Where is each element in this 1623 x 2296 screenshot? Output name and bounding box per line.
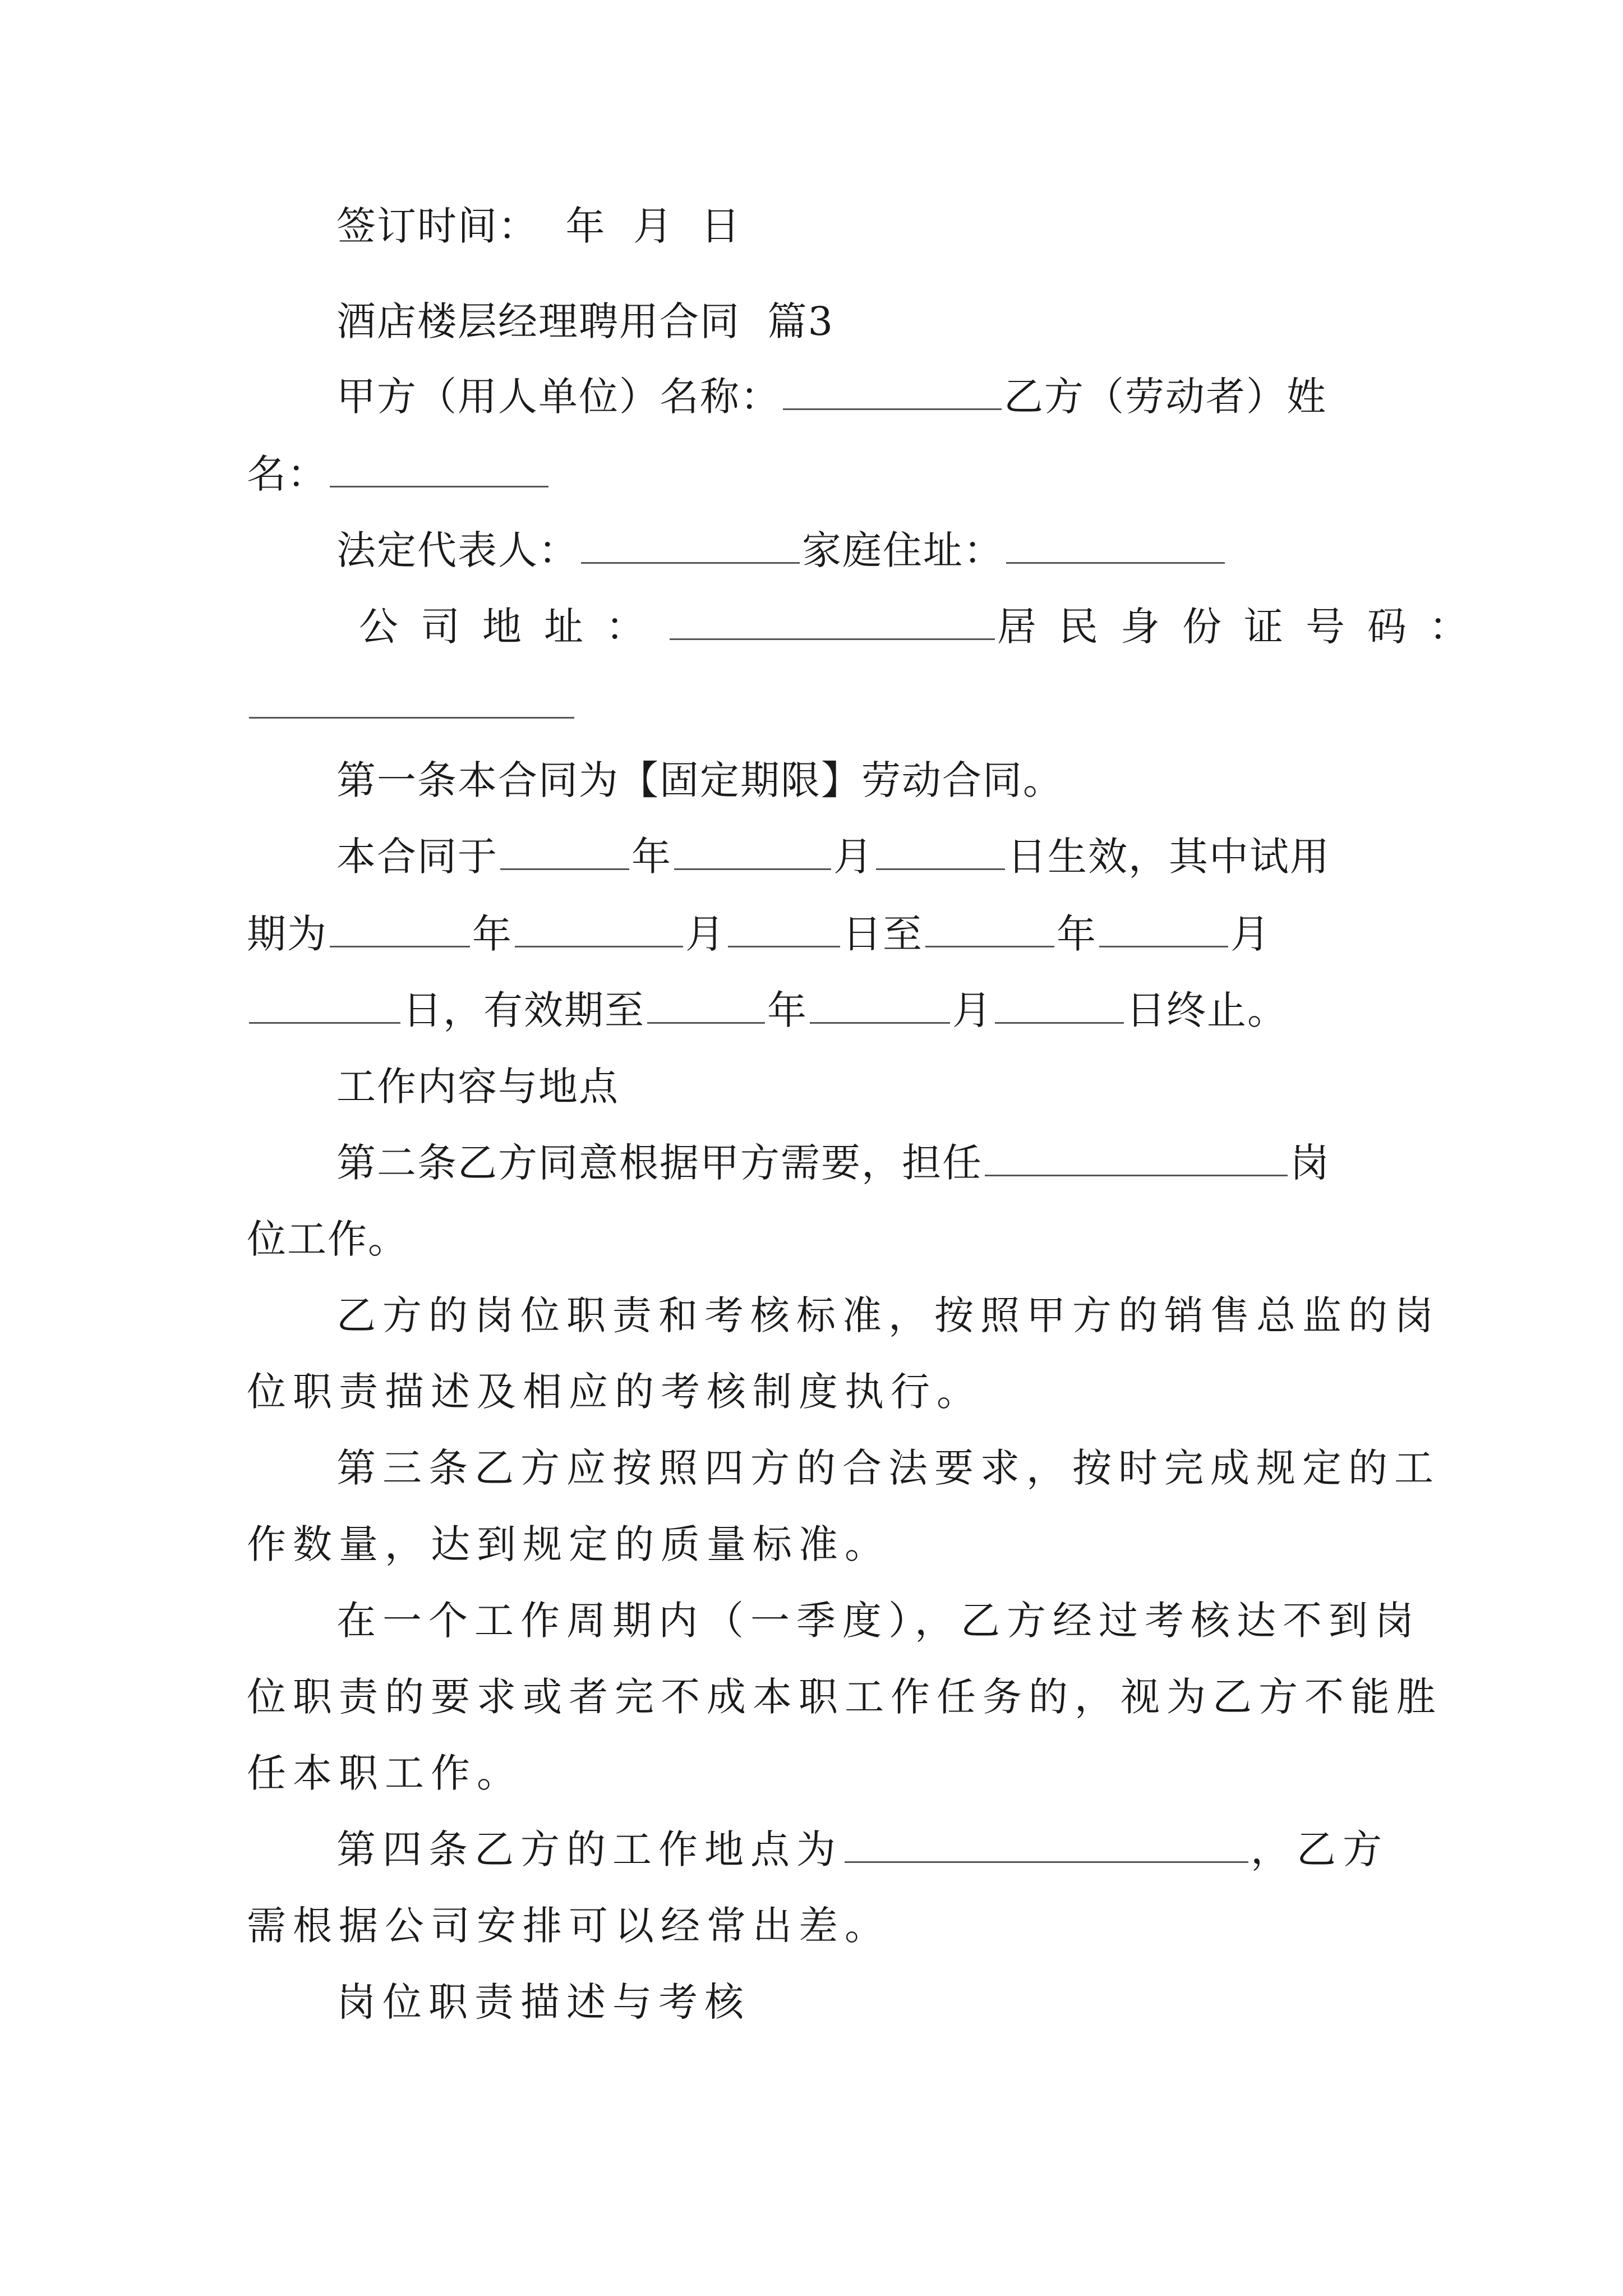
effective-day-blank[interactable]	[876, 836, 1005, 870]
valid-year-label: 年	[767, 987, 808, 1033]
trial-start-month-label: 月	[685, 911, 726, 957]
home-address-label: 家庭住址：	[802, 527, 1004, 573]
company-address-label: 公司地址：	[359, 604, 667, 650]
trial-start-year-blank[interactable]	[330, 913, 470, 947]
party-b-label: 乙方（劳动者）姓	[1004, 374, 1327, 420]
party-b-name-label: 名：	[247, 451, 328, 497]
article-2-prefix: 第二条乙方同意根据甲方需要，担任	[336, 1140, 983, 1186]
cycle-line-1-text: 在一个工作周期内（一季度），乙方经过考核达不到岗	[336, 1598, 1421, 1644]
trial-end-day-blank[interactable]	[249, 990, 400, 1024]
section-duty-text: 岗位职责描述与考核	[336, 1979, 750, 2025]
section-work-text: 工作内容与地点	[336, 1064, 619, 1110]
effective-day-label: 日生效，其中试用	[1007, 834, 1330, 880]
article-3-line-2-text: 作数量，达到规定的质量标准。	[247, 1521, 891, 1567]
cycle-line-1	[336, 1595, 1421, 1646]
article-2-line-2	[247, 1214, 408, 1264]
trial-end-year-blank[interactable]	[925, 913, 1054, 947]
title-text: 酒店楼层经理聘用合同 篇3	[336, 298, 834, 344]
contract-title	[336, 296, 834, 347]
trial-start-day-blank[interactable]	[728, 913, 840, 947]
effective-year-blank[interactable]	[500, 836, 629, 870]
position-blank[interactable]	[985, 1142, 1288, 1176]
article-2-line-1	[336, 1138, 1330, 1188]
id-number-line	[247, 680, 577, 730]
trial-end-year-label: 年	[1057, 911, 1097, 957]
company-address-line	[359, 601, 1491, 652]
article-4-line-2-text: 需根据公司安排可以经常出差。	[247, 1903, 891, 1949]
article-4-suffix: ，乙方	[1251, 1826, 1389, 1872]
section-work-heading	[336, 1061, 619, 1112]
article-3-line-2	[247, 1519, 891, 1570]
cycle-line-2	[247, 1672, 1442, 1722]
effective-month-label: 月	[833, 834, 874, 880]
cycle-line-3	[247, 1748, 523, 1798]
valid-end-label: 日终止。	[1126, 987, 1288, 1033]
company-address-blank[interactable]	[670, 606, 995, 640]
party-b-name-line	[247, 449, 551, 499]
home-address-blank[interactable]	[1006, 530, 1225, 564]
trial-start-month-blank[interactable]	[515, 913, 683, 947]
legal-rep-label: 法定代表人：	[336, 527, 579, 573]
effective-prefix: 本合同于	[336, 834, 498, 880]
duty-line-1	[336, 1290, 1440, 1341]
effective-line-3	[247, 985, 1288, 1036]
article-3-line-1	[336, 1443, 1440, 1493]
party-b-name-blank[interactable]	[330, 453, 548, 487]
party-line	[336, 371, 1327, 422]
duty-line-2	[247, 1366, 983, 1417]
trial-end-month-label: 月	[1230, 911, 1271, 957]
cycle-line-2-text: 位职责的要求或者完不成本职工作任务的，视为乙方不能胜	[247, 1674, 1442, 1720]
validity-label: 日，有效期至	[403, 987, 645, 1033]
effective-line-2	[247, 909, 1271, 959]
party-a-label: 甲方（用人单位）名称：	[336, 374, 781, 420]
effective-year-label: 年	[631, 834, 672, 880]
article-4-line-2	[247, 1901, 891, 1951]
cycle-line-3-text: 任本职工作。	[247, 1750, 523, 1796]
article-3-line-1-text: 第三条乙方应按照四方的合法要求，按时完成规定的工	[336, 1445, 1440, 1491]
sign-time-line	[336, 201, 741, 251]
article-2-suffix: 岗	[1290, 1140, 1330, 1186]
article-4-prefix: 第四条乙方的工作地点为	[336, 1826, 842, 1872]
duty-line-2-text: 位职责描述及相应的考核制度执行。	[247, 1369, 983, 1415]
valid-month-label: 月	[952, 987, 993, 1033]
article-4-line-1	[336, 1824, 1389, 1875]
valid-month-blank[interactable]	[810, 990, 950, 1024]
effective-line-1	[336, 831, 1330, 882]
sign-time: 签订时间： 年 月 日	[336, 203, 741, 249]
article-1	[336, 755, 1063, 806]
trial-start-year-label: 年	[472, 911, 513, 957]
legal-rep-line	[336, 525, 1227, 576]
duty-line-1-text: 乙方的岗位职责和考核标准，按照甲方的销售总监的岗	[336, 1292, 1440, 1338]
valid-year-blank[interactable]	[647, 990, 765, 1024]
effective-month-blank[interactable]	[674, 836, 831, 870]
section-duty-heading	[336, 1977, 750, 2027]
trial-period-label: 期为	[247, 911, 328, 957]
article-2-line-2-text: 位工作。	[247, 1216, 408, 1262]
id-number-label: 居民身份证号码：	[997, 604, 1491, 650]
article-1-text: 第一条本合同为【固定期限】劳动合同。	[336, 757, 1063, 803]
valid-day-blank[interactable]	[995, 990, 1124, 1024]
party-a-name-blank[interactable]	[783, 376, 1002, 410]
legal-rep-blank[interactable]	[581, 530, 800, 564]
trial-end-month-blank[interactable]	[1099, 913, 1228, 947]
id-number-blank[interactable]	[249, 684, 574, 719]
trial-start-day-label: 日至	[842, 911, 923, 957]
work-location-blank[interactable]	[845, 1829, 1248, 1863]
